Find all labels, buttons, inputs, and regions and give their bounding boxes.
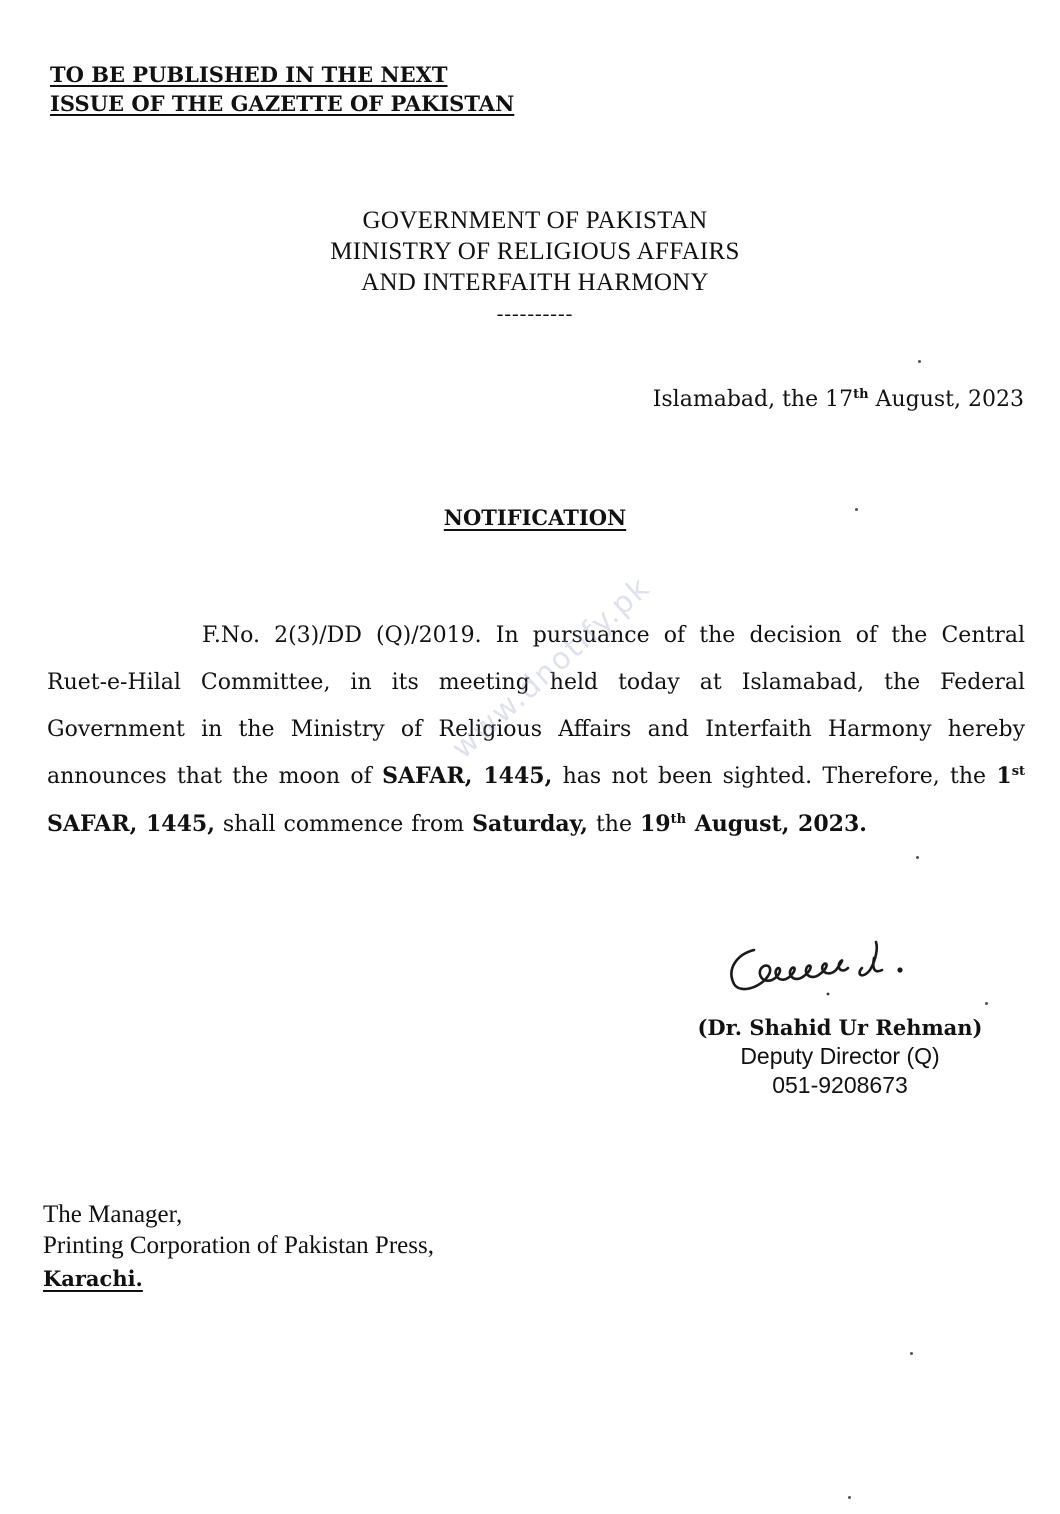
body-date-number: 19 [639,811,671,838]
scan-speck [910,1352,913,1355]
recipient-city: Karachi. [43,1266,143,1291]
body-day-number: 1 [996,763,1012,790]
handwritten-signature [716,928,956,1008]
body-month-2: SAFAR, 1445, [47,811,215,838]
body-date-rest: August, 2023. [686,811,867,838]
gazette-notice-line-2: ISSUE OF THE GAZETTE OF PAKISTAN [50,91,515,116]
dateline-ordinal: th [853,387,869,402]
scan-speck [848,1496,851,1499]
heading-separator: ---------- [496,303,574,325]
signer-designation: Deputy Director (Q) [740,1043,940,1069]
body-month-1: SAFAR, 1445, [382,763,553,790]
dateline [653,385,1024,415]
recipient-line-2: Printing Corporation of Pakistan Press, [43,1232,434,1259]
body-date-ordinal: th [670,812,687,828]
signer-block [670,1013,1010,1100]
body-weekday: Saturday, [472,811,588,838]
dateline-suffix: August, 2023 [868,387,1024,412]
body-part-4: the [587,812,640,838]
heading-government: GOVERNMENT OF PAKISTAN [362,207,708,234]
notification-title [0,503,1060,533]
notification-title-text: NOTIFICATION [443,505,627,530]
recipient-line-1: The Manager, [43,1201,183,1228]
scan-speck [855,508,858,511]
scan-speck [918,360,921,363]
gazette-notice-line-1: TO BE PUBLISHED IN THE NEXT [50,62,448,87]
notification-body [47,613,1025,849]
watermark: www.dnotify.pk [445,569,658,767]
dateline-prefix: Islamabad, the 17 [652,387,854,412]
scan-speck [916,856,919,859]
ministry-heading [270,205,800,324]
body-day-ordinal: st [1011,764,1026,780]
body-part-3: shall commence from [214,812,473,838]
scan-speck [985,1002,988,1005]
body-part-1: F.No. 2(3)/DD (Q)/2019. In pursuance of the decision of the Central Ruet-e-Hilal Committee, in its meeting held today at Islamabad, the Federal Government in the Ministry of Religious Affairs and Interfaith Harmony hereby announces that the moon of [47,623,1025,790]
heading-interfaith: AND INTERFAITH HARMONY [361,269,709,296]
recipient-block [43,1199,434,1294]
signer-name: (Dr. Shahid Ur Rehman) [697,1015,983,1040]
body-part-2: has not been sighted. Therefore, the [552,764,997,790]
heading-ministry: MINISTRY OF RELIGIOUS AFFAIRS [330,238,740,265]
signer-phone: 051-9208673 [772,1072,908,1098]
gazette-notice [50,60,514,118]
